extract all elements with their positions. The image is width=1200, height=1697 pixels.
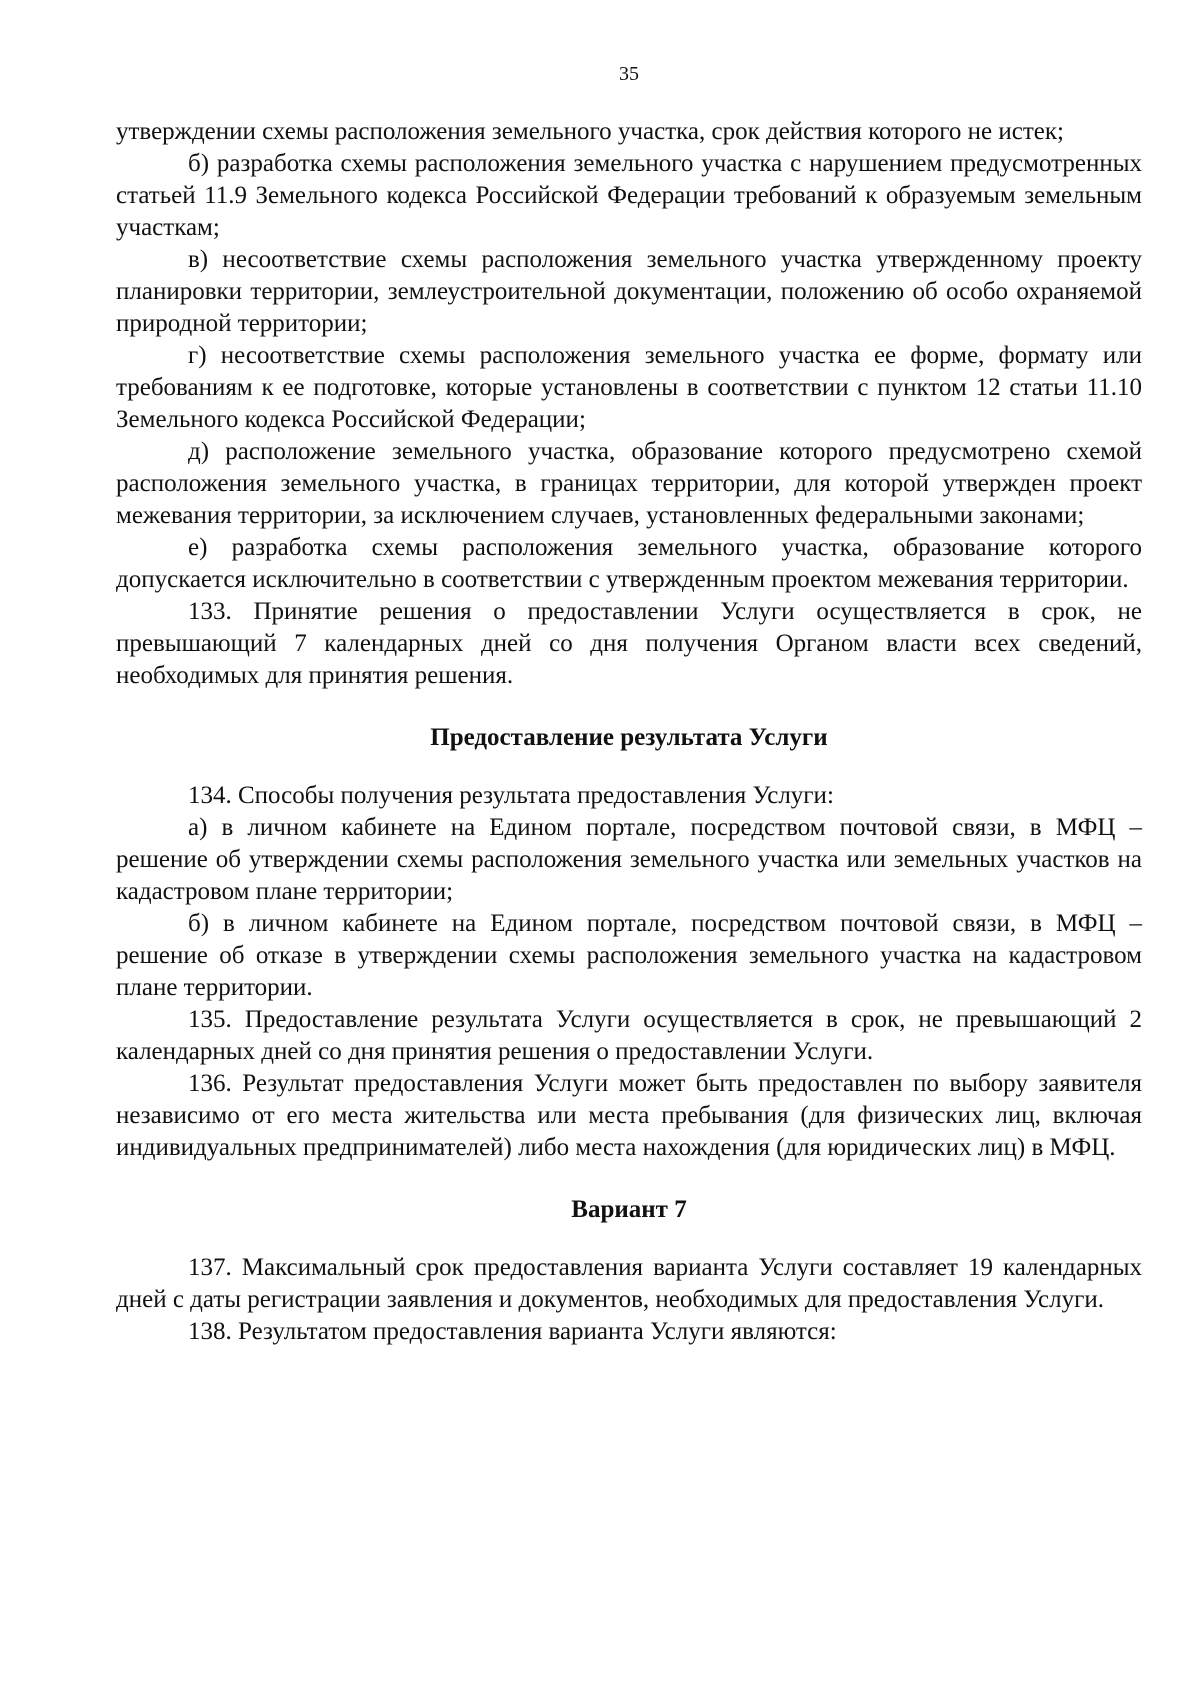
paragraph: д) расположение земельного участка, образование которого предусмотрено схемой расположения земельного участка, в границах территории, для которой утвержден проект межевания территории, за исключением случаев, установленных федеральными законами;: [116, 438, 1142, 529]
paragraph: 135. Предоставление результата Услуги осуществляется в срок, не превышающий 2 календарных дней со дня принятия решения о предоставлении Услуги.: [116, 1006, 1142, 1065]
paragraph: 136. Результат предоставления Услуги может быть предоставлен по выбору заявителя независимо от его места жительства или места пребывания (для физических лиц, включая индивидуальных предпринимателей) либо места нахождения (для юридических лиц) в МФЦ.: [116, 1070, 1142, 1161]
section-middle: [116, 780, 1142, 1164]
section-heading-variant: Вариант 7: [571, 1196, 687, 1223]
paragraph: 134. Способы получения результата предоставления Услуги:: [188, 782, 834, 809]
paragraph: б) разработка схемы расположения земельного участка с нарушением предусмотренных статьей 11.9 Земельного кодекса Российской Федерации требований к образуемым земельным участкам;: [116, 150, 1142, 241]
section-heading-result: Предоставление результата Услуги: [430, 724, 828, 751]
paragraph: 138. Результатом предоставления варианта Услуги являются:: [188, 1318, 837, 1345]
paragraph: утверждении схемы расположения земельного участка, срок действия которого не истек;: [116, 118, 1064, 145]
paragraph: г) несоответствие схемы расположения земельного участка ее форме, формату или требованиям к ее подготовке, которые установлены в соответствии с пунктом 12 статьи 11.10 Земельного кодекса Российской Федерации;: [116, 342, 1142, 433]
document-page: [116, 62, 1142, 1348]
paragraph: е) разработка схемы расположения земельного участка, образование которого допускается исключительно в соответствии с утвержденным проектом межевания территории.: [116, 534, 1142, 593]
paragraph: б) в личном кабинете на Едином портале, посредством почтовой связи, в МФЦ – решение об отказе в утверждении схемы расположения земельного участка на кадастровом плане территории.: [116, 910, 1142, 1001]
section-bottom: [116, 1252, 1142, 1348]
paragraph: 133. Принятие решения о предоставлении Услуги осуществляется в срок, не превышающий 7 календарных дней со дня получения Органом власти всех сведений, необходимых для принятия решения.: [116, 598, 1142, 689]
page-number: 35: [619, 63, 639, 85]
paragraph: в) несоответствие схемы расположения земельного участка утвержденному проекту планировки территории, землеустроительной документации, положению об особо охраняемой природной территории;: [116, 246, 1142, 337]
section-top: [116, 116, 1142, 692]
paragraph: 137. Максимальный срок предоставления варианта Услуги составляет 19 календарных дней с даты регистрации заявления и документов, необходимых для предоставления Услуги.: [116, 1254, 1142, 1313]
paragraph: а) в личном кабинете на Едином портале, посредством почтовой связи, в МФЦ – решение об утверждении схемы расположения земельного участка или земельных участков на кадастровом плане территории;: [116, 814, 1142, 905]
